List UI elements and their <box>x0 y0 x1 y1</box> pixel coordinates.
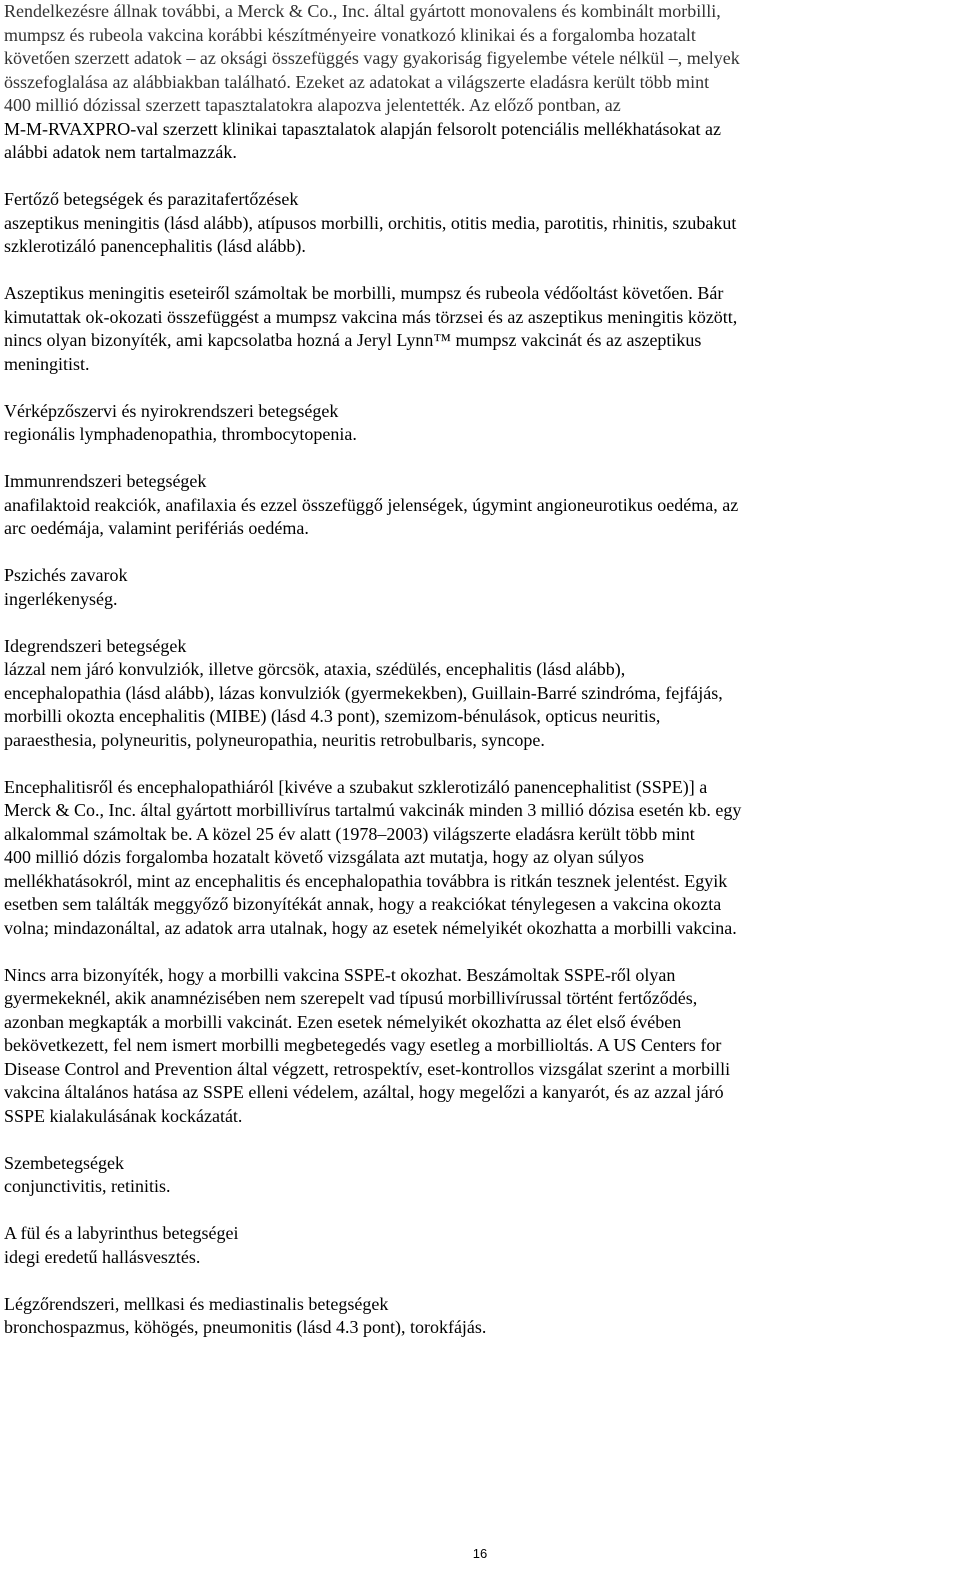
text-line: ingerlékenység. <box>4 588 118 609</box>
sspe-paragraph <box>4 964 956 1129</box>
text-line: összefoglalása az alábbiakban található. Ezeket az adatokat a világszerte eladásra került több mint <box>4 71 710 92</box>
text-line: Aszeptikus meningitis eseteiről számoltak be morbilli, mumpsz és rubeola védőoltást követően. Bár <box>4 283 724 303</box>
text-line: paraesthesia, polyneuritis, polyneuropathia, neuritis retrobulbaris, syncope. <box>4 729 545 750</box>
text-line: regionális lymphadenopathia, thrombocytopenia. <box>4 424 357 444</box>
text-line: lázzal nem járó konvulziók, illetve görcsök, ataxia, szédülés, encephalitis (lásd alább), <box>4 659 626 679</box>
text-line: idegi eredetű hallásvesztés. <box>4 1246 201 1267</box>
text-line: 400 millió dózissal szerzett tapasztalatokra alapozva jelentették. Az előző pontban, az <box>4 95 621 115</box>
page-number: 16 <box>472 1546 488 1561</box>
text-line: morbilli okozta encephalitis (MIBE) (lásd 4.3 pont), szemizom-bénulások, opticus neuritis, <box>4 706 661 726</box>
section-heading: Immunrendszeri betegségek <box>4 471 207 491</box>
section-heading: Idegrendszeri betegségek <box>4 635 187 656</box>
text-line: Nincs arra bizonyíték, hogy a morbilli vakcina SSPE-t okozhat. Beszámoltak SSPE-ről olyan <box>4 964 676 985</box>
text-line: encephalopathia (lásd alább), lázas konvulziók (gyermekekben), Guillain-Barré szindróma, fejfájás, <box>4 682 723 703</box>
section-blood-lymph <box>4 400 956 447</box>
text-line: kimutattak ok-okozati összefüggést a mumpsz vakcina más törzsei és az aszeptikus meningitis között, <box>4 306 738 327</box>
text-line: meningitist. <box>4 353 90 374</box>
section-nervous <box>4 635 956 753</box>
text-line: bronchospazmus, köhögés, pneumonitis (lásd 4.3 pont), torokfájás. <box>4 1317 487 1337</box>
section-immune <box>4 470 956 541</box>
text-line: 400 millió dózis forgalomba hozatalt követő vizsgálata azt mutatja, hogy az olyan súlyos <box>4 847 645 867</box>
section-eye <box>4 1152 956 1199</box>
text-line: alkalommal számoltak be. A közel 25 év alatt (1978–2003) világszerte eladásra került több mint <box>4 823 695 844</box>
document-page <box>4 0 956 1363</box>
text-line: alábbi adatok nem tartalmazzák. <box>4 142 237 162</box>
section-respiratory <box>4 1293 956 1340</box>
section-heading: Pszichés zavarok <box>4 565 128 585</box>
text-line: vakcina általános hatása az SSPE elleni védelem, azáltal, hogy megelőzi a kanyarót, és az azzal járó <box>4 1082 724 1102</box>
text-line: volna; mindazonáltal, az adatok arra utalnak, hogy az esetek némelyikét okozhatta a morbilli vakcina. <box>4 917 737 938</box>
section-infections <box>4 188 956 259</box>
text-line: bekövetkezett, fel nem ismert morbilli megbetegedés vagy esetleg a morbillioltás. A US Centers for <box>4 1035 722 1055</box>
encephalitis-paragraph <box>4 776 956 941</box>
text-line: Rendelkezésre állnak további, a Merck & Co., Inc. által gyártott monovalens és kombinált morbilli, <box>4 1 721 21</box>
text-line: mellékhatásokról, mint az encephalitis és encephalopathia továbbra is ritkán tesznek jelentést. Egyik <box>4 870 728 891</box>
text-line: aszeptikus meningitis (lásd alább), atípusos morbilli, orchitis, otitis media, parotitis, rhinitis, szubakut <box>4 212 737 233</box>
section-heading: Szembetegségek <box>4 1152 124 1173</box>
section-psychiatric <box>4 564 956 611</box>
text-line: arc oedémája, valamint perifériás oedéma. <box>4 518 309 538</box>
text-line: szklerotizáló panencephalitis (lásd alább). <box>4 236 306 256</box>
section-heading: Légzőrendszeri, mellkasi és mediastinalis betegségek <box>4 1293 389 1314</box>
text-line: Merck & Co., Inc. által gyártott morbillivírus tartalmú vakcinák minden 3 millió dózisa esetén kb. egy <box>4 800 742 820</box>
text-line: Encephalitisről és encephalopathiáról [kivéve a szubakut szklerotizáló panencephalitist (SSPE)] a <box>4 776 708 797</box>
meningitis-paragraph <box>4 282 956 376</box>
text-line: követően szerzett adatok – az oksági összefüggés vagy gyakoriság figyelembe vétele nélkül –, melyek <box>4 48 740 68</box>
section-heading: Fertőző betegségek és parazitafertőzések <box>4 189 299 209</box>
text-line: M-M-RVAXPRO-val szerzett klinikai tapasztalatok alapján felsorolt potenciális mellékhatásokat az <box>4 118 722 139</box>
section-heading: A fül és a labyrinthus betegségei <box>4 1223 239 1243</box>
text-line: Disease Control and Prevention által végzett, retrospektív, eset-kontrollos vizsgálat szerint a morbilli <box>4 1058 731 1079</box>
section-heading: Vérképzőszervi és nyirokrendszeri betegségek <box>4 400 339 421</box>
text-line: gyermekeknél, akik anamnézisében nem szerepelt vad típusú morbillivírussal történt fertőződés, <box>4 988 698 1008</box>
text-line: esetben sem találták meggyőző bizonyítékát annak, hogy a reakciókat ténylegesen a vakcina okozta <box>4 894 722 914</box>
text-line: conjunctivitis, retinitis. <box>4 1176 171 1196</box>
section-ear <box>4 1222 956 1269</box>
text-line: azonban megkapták a morbilli vakcinát. Ezen esetek némelyikét okozhatta az élet első évében <box>4 1011 682 1032</box>
text-line: mumpsz és rubeola vakcina korábbi készítményeire vonatkozó klinikai és a forgalomba hozatalt <box>4 24 696 45</box>
text-line: nincs olyan bizonyíték, ami kapcsolatba hozná a Jeryl Lynn™ mumpsz vakcinát és az aszeptikus <box>4 330 702 350</box>
intro-paragraph <box>4 0 956 165</box>
text-line: SSPE kialakulásának kockázatát. <box>4 1105 243 1126</box>
text-line: anafilaktoid reakciók, anafilaxia és ezzel összefüggő jelenségek, úgymint angioneurotikus oedéma, az <box>4 494 739 515</box>
